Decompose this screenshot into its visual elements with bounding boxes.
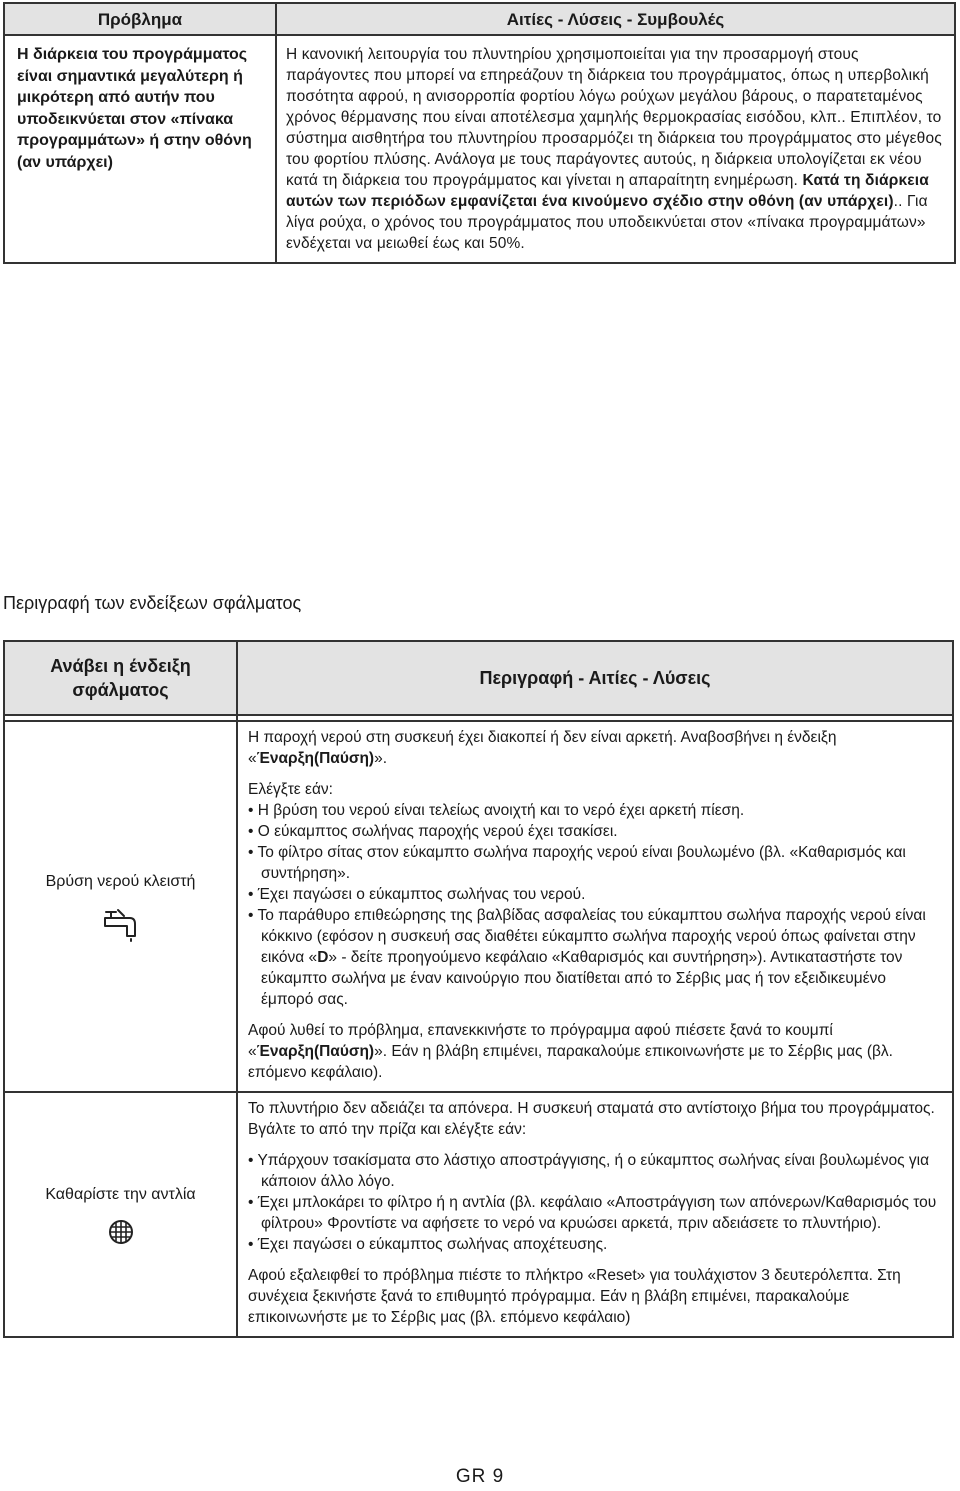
list-item: • Η βρύση του νερού είναι τελείως ανοιχτή και το νερό έχει αρκετή πίεση. (248, 800, 942, 821)
tap-checklist (248, 800, 942, 1010)
list-item: • Έχει παγώσει ο εύκαμπτος σωλήνας του νερού. (248, 884, 942, 905)
solution-bold: Κατά τη διάρκεια αυτών των περιόδων εμφανίζεται ένα κινούμενο σχέδιο στην οθόνη (αν υπάρχει) (286, 172, 929, 210)
header-indicator: Ανάβει η ένδειξη σφάλματος (4, 641, 237, 715)
page-number: GR 9 (455, 1466, 505, 1487)
tap-closed-row (4, 721, 953, 1092)
header-description: Περιγραφή - Αιτίες - Λύσεις (237, 641, 953, 715)
clean-pump-label: Καθαρίστε την αντλία (45, 1186, 196, 1203)
tap-intro-end: ». (374, 750, 388, 767)
solution-part2: .. Για λίγα ρούχα, ο χρόνος του προγράμματος που υποδεικνύεται στον «πίνακα προγραμμάτων» ενδέχεται να μειωθεί έως και 50%. (286, 193, 928, 252)
tap-b5-text: Το παράθυρο επιθεώρησης της βαλβίδας ασφαλείας του εύκαμπτου σωλήνα παροχής νερού είναι κόκκινο (εφόσον η συσκευή σας διαθέτει εύκαμπτο σωλήνα παροχής νερού όπως φαίνεται στην εικόνα « (257, 907, 926, 966)
list-item: • Έχει μπλοκάρει το φίλτρο ή η αντλία (βλ. κεφάλαιο «Αποστράγγιση των απόνερων/Καθαρισμός του φίλτρου» Φροντίστε να αφήσετε το νερό να κρυώσει αρκετά, πριν αδειάσετε το πλυντήριο). (248, 1192, 942, 1234)
list-item: • Έχει παγώσει ο εύκαμπτος σωλήνας αποχέτευσης. (248, 1234, 942, 1255)
section-title: Περιγραφή των ενδείξεων σφάλματος (3, 593, 302, 613)
water-tap-icon (102, 906, 140, 942)
tap-after-text: Αφού λυθεί το πρόβλημα, επανεκκινήστε το πρόγραμμα αφού πιέσετε ξανά το κουμπί « (248, 1022, 833, 1060)
tap-check-title: Ελέγξτε εάν: (248, 781, 333, 798)
tap-description (237, 721, 953, 1092)
pump-description (237, 1092, 953, 1337)
program-duration-table (3, 2, 956, 264)
pump-filter-icon (108, 1219, 134, 1245)
list-item: • Ο εύκαμπτος σωλήνας παροχής νερού έχει τσακίσει. (248, 821, 942, 842)
header-problem: Πρόβλημα (4, 3, 276, 35)
pump-after: Αφού εξαλειφθεί το πρόβλημα πιέστε το πλήκτρο «Reset» για τουλάχιστον 3 δευτερόλεπτα. Στη συνέχεια ξεκινήστε ξανά το επιθυμητό πρόγραμμα. Εάν η βλάβη επιμένει, παρακαλούμε επικοινωνήστε με το Σέρβις μας (βλ. επόμενο κεφάλαιο) (248, 1267, 901, 1326)
header-causes-solutions: Αιτίες - Λύσεις - Συμβουλές (276, 3, 955, 35)
pump-indicator-cell (4, 1092, 237, 1337)
tap-b5-end: » - δείτε προηγούμενο κεφάλαιο «Καθαρισμός και συντήρηση»). Αντικαταστήστε τον εύκαμπτο σωλήνα με έναν καινούργιο που διατίθεται από το Σέρβις μας ή τον εξειδικευμένο έμπορό σας. (261, 949, 903, 1008)
list-item (248, 905, 942, 1010)
tap-intro-bold: Έναρξη(Παύση) (256, 750, 375, 767)
tap-after-bold: Έναρξη(Παύση) (256, 1043, 375, 1060)
list-item: • Υπάρχουν τσακίσματα στο λάστιχο αποστράγγισης, ή ο εύκαμπτος σωλήνας είναι βουλωμένος για κάποιον άλλο λόγο. (248, 1150, 942, 1192)
tap-b5-bold: D (317, 949, 329, 966)
pump-checklist (248, 1150, 942, 1255)
tap-after-end: ». Εάν η βλάβη επιμένει, παρακαλούμε επικοινωνήστε με το Σέρβις μας (βλ. επόμενο κεφάλαιο). (248, 1043, 893, 1081)
error-indicators-table (3, 640, 954, 1338)
list-item: • Το φίλτρο σίτας στον εύκαμπτο σωλήνα παροχής νερού είναι βουλωμένο (βλ. «Καθαρισμός και συντήρηση». (248, 842, 942, 884)
pump-intro: Το πλυντήριο δεν αδειάζει τα απόνερα. Η συσκευή σταματά στο αντίστοιχο βήμα του προγράμματος. Βγάλτε το από την πρίζα και ελέγξτε εάν: (248, 1100, 935, 1138)
solution-part1: Η κανονική λειτουργία του πλυντηρίου χρησιμοποιείται για την προσαρμογή στους παράγοντες που μπορεί να επηρεάζουν τη διάρκεια του προγράμματος, όπως η υπερβολική ποσότητα αφρού, η ανισορροπία φορτίου λόγω ρούχων μεγάλου βάρους, ο παρατεταμένος χρόνος θέρμανσης που είναι αποτέλεσμα χαμηλής θερμοκρασίας εισόδου, κλπ.. Επιπλέον, το σύστημα αισθητήρα του πλυντηρίου προσαρμόζει τη διάρκεια του προγράμματος στο μέγεθος του φορτίου πλύσης. Ανάλογα με τους παράγοντες αυτούς, η διάρκεια υπολογίζεται εκ νέου κατά τη διάρκεια του προγράμματος και γίνεται η απαραίτητη ενημέρωση. (286, 46, 942, 189)
tap-intro-text: Η παροχή νερού στη συσκευή έχει διακοπεί ή δεν είναι αρκετή. Αναβοσβήνει η ένδειξη « (248, 729, 837, 767)
tap-closed-label: Βρύση νερού κλειστή (45, 873, 196, 890)
tap-indicator-cell (4, 721, 237, 1092)
problem-text: Η διάρκεια του προγράμματος είναι σημαντικά μεγαλύτερη ή μικρότερη από αυτήν που υποδεικνύεται στον «πίνακα προγραμμάτων» ή στην οθόνη (αν υπάρχει) (4, 35, 276, 263)
solution-text (276, 35, 955, 263)
clean-pump-row (4, 1092, 953, 1337)
